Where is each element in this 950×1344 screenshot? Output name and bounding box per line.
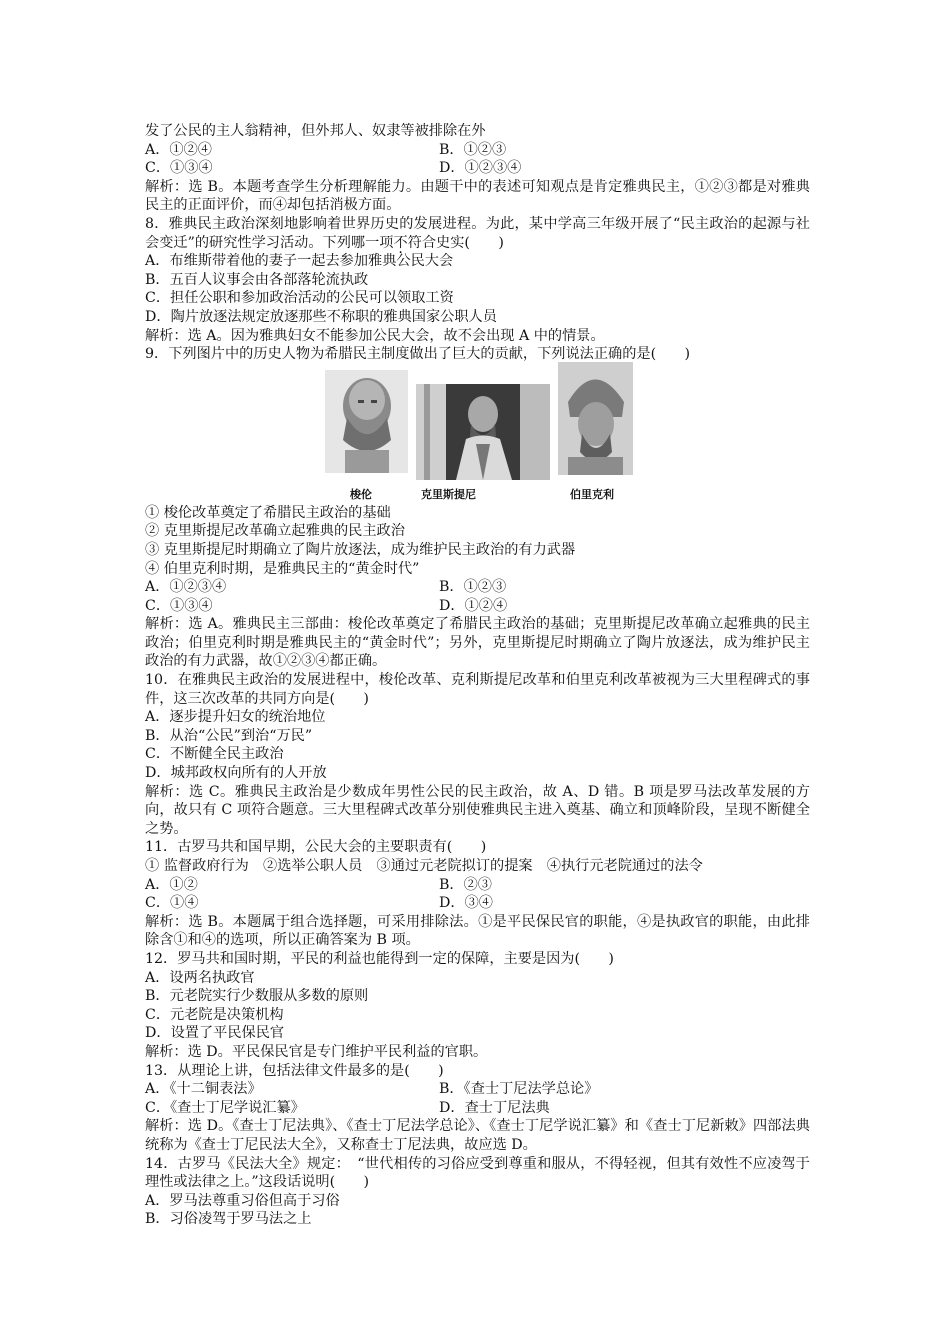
q8-analysis: 解析：选 A。因为雅典妇女不能参加公民大会，故不会出现 A 中的情景。	[145, 327, 605, 344]
q10-analysis: 解析：选 C。雅典民主政治是少数成年男性公民的民主政治，故 A、D 错。B 项是罗马法改革发展的方向，故只有 C 项符合题意。三大里程碑式改革分别使雅典民主进入奠基、确立和顶峰阶段，呈现不断健全之势。	[145, 783, 810, 837]
option-d: D．①②④	[439, 597, 508, 614]
q8-option-b: B．五百人议事会由各部落轮流执政	[145, 271, 369, 288]
q9-stem: 9．下列图片中的历史人物为希腊民主制度做出了巨大的贡献，下列说法正确的是( )	[145, 346, 691, 363]
q13-analysis: 解析：选 D。《查士丁尼法典》、《查士丁尼法学总论》、《查士丁尼学说汇纂》和《查士丁尼新敕》四部法典统称为《查士丁尼民法大全》，又称查士丁尼法典，故应选 D。	[145, 1118, 810, 1153]
option-d: D．③④	[439, 895, 493, 912]
option-b: B．《查士丁尼法学总论》	[439, 1081, 599, 1098]
q12-option-c: C．元老院是决策机构	[145, 1006, 284, 1023]
portrait-figures	[145, 364, 810, 504]
document-page	[145, 122, 810, 1229]
q9-statement-4: ④ 伯里克利时期，是雅典民主的“黄金时代”	[145, 560, 420, 577]
q8-stem: 8．雅典民主政治深刻地影响着世界历史的发展进程。为此，某中学高三年级开展了“民主政治的起源与社会变迁”的研究性学习活动。下列哪一项不符合史实( )	[145, 215, 810, 251]
q11-statements: ① 监督政府行为 ②选举公职人员 ③通过元老院拟订的提案 ④执行元老院通过的法令	[145, 858, 703, 874]
option-b: B．①②③	[439, 579, 507, 596]
option-c: C．①④	[145, 895, 199, 912]
option-b: B．②③	[439, 876, 492, 893]
q12-analysis: 解析：选 D。平民保民官是专门维护平民利益的官职。	[145, 1043, 488, 1060]
option-c: C．《查士丁尼学说汇纂》	[145, 1099, 305, 1116]
q13-stem: 13．从理论上讲，包括法律文件最多的是( )	[145, 1062, 444, 1079]
q11-options-row-1	[145, 876, 810, 895]
q12-option-b: B．元老院实行少数服从多数的原则	[145, 988, 369, 1005]
q9-options-row-2	[145, 597, 810, 616]
q9-options-row-1	[145, 578, 810, 597]
option-d: D．①②③④	[439, 160, 522, 177]
q10-option-c: C．不断健全民主政治	[145, 746, 284, 763]
intro-line: 发了公民的主人翁精神，但外邦人、奴隶等被排除在外	[145, 123, 486, 139]
q14-option-b: B．习俗凌驾于罗马法之上	[145, 1211, 312, 1228]
q10-option-b: B．从治“公民”到治“万民”	[145, 727, 313, 744]
q13-options-row-2	[145, 1099, 810, 1118]
caption-pericles: 伯里克利	[570, 487, 614, 501]
q9-analysis: 解析：选 A。雅典民主三部曲：梭伦改革奠定了希腊民主政治的基础；克里斯提尼改革确立起雅典的民主政治；伯里克利时期是雅典民主的“黄金时代”；另外，克里斯提尼时期确立了陶片放逐法，成为维护民主政治的有力武器，故①②③④都正确。	[145, 616, 810, 670]
q11-stem: 11．古罗马共和国早期，公民大会的主要职责有( )	[145, 839, 487, 856]
q10-option-d: D．城邦政权向所有的人开放	[145, 765, 327, 782]
caption-solon: 梭伦	[350, 487, 372, 501]
option-a: A．①②③④	[145, 579, 227, 596]
q10-option-a: A．逐步提升妇女的统治地位	[145, 709, 326, 726]
q9-statement-1: ① 梭伦改革奠定了希腊民主政治的基础	[145, 504, 391, 521]
option-c: C．①③④	[145, 160, 213, 177]
q8-option-d: D．陶片放逐法规定放逐那些不称职的雅典国家公职人员	[145, 308, 497, 325]
q8-option-c: C．担任公职和参加政治活动的公民可以领取工资	[145, 290, 454, 307]
q9-statement-3: ③ 克里斯提尼时期确立了陶片放逐法，成为维护民主政治的有力武器	[145, 541, 576, 558]
intro-options-row-2	[145, 159, 810, 178]
option-b: B．①②③	[439, 141, 507, 158]
option-a: A．①②	[145, 876, 198, 893]
option-c: C．①③④	[145, 597, 213, 614]
q11-options-row-2	[145, 894, 810, 913]
q9-statement-2: ② 克里斯提尼改革确立起雅典的民主政治	[145, 523, 405, 540]
q14-option-a: A．罗马法尊重习俗但高于习俗	[145, 1192, 340, 1209]
q12-stem: 12．罗马共和国时期，平民的利益也能得到一定的保障，主要是因为( )	[145, 950, 614, 967]
pericles-portrait	[558, 362, 633, 475]
emphasis-dot: 不	[393, 234, 408, 251]
option-a: A．《十二铜表法》	[145, 1081, 262, 1098]
cleisthenes-portrait	[416, 384, 550, 480]
q12-option-d: D．设置了平民保民官	[145, 1025, 285, 1042]
intro-options-row-1	[145, 141, 810, 160]
caption-cleisthenes: 克里斯提尼	[421, 487, 476, 501]
q10-stem: 10．在雅典民主政治的发展进程中，梭伦改革、克利斯提尼改革和伯里克利改革被视为三大里程碑式的事件，这三次改革的共同方向是( )	[145, 672, 810, 707]
intro-analysis: 解析：选 B。本题考查学生分析理解能力。由题干中的表述可知观点是肯定雅典民主，①②③都是对雅典民主的正面评价，而④却包括消极方面。	[145, 178, 810, 214]
q11-analysis: 解析：选 B。本题属于组合选择题，可采用排除法。①是平民保民官的职能，④是执政官的职能，由此排除含①和④的选项，所以正确答案为 B 项。	[145, 913, 810, 949]
q8-option-a: A．布维斯带着他的妻子一起去参加雅典公民大会	[145, 253, 454, 270]
option-d: D．查士丁尼法典	[439, 1099, 550, 1116]
q12-option-a: A．设两名执政官	[145, 969, 255, 986]
q14-stem: 14．古罗马《民法大全》规定： “世代相传的习俗应受到尊重和服从，不得轻视，但其有效性不应凌驾于理性或法律之上。”这段话说明( )	[145, 1155, 810, 1191]
option-a: A．①②④	[145, 141, 212, 158]
q13-options-row-1	[145, 1080, 810, 1099]
solon-portrait	[325, 370, 408, 473]
